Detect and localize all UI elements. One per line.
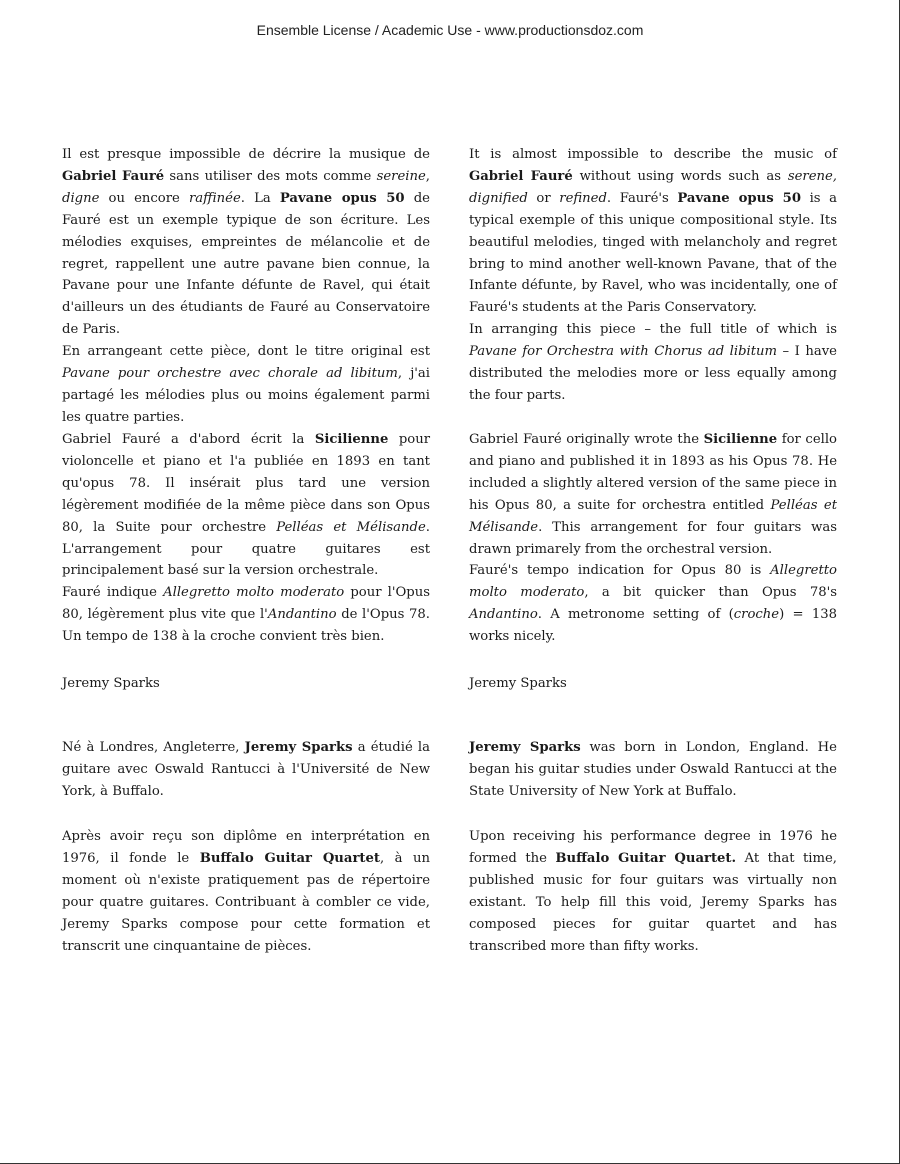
english-bio-paragraph: Jeremy Sparks was born in London, England. He began his guitar studies under Oswald Rantucci at the State University of New York at Buffalo. [469, 740, 837, 799]
french-pavane-section [62, 144, 430, 429]
english-arrangement-paragraph: In arranging this piece – the full title of which is Pavane for Orchestra with Chorus ad libitum – I have distributed the melodies more or less equally among the four parts. [469, 322, 837, 403]
french-signature: Jeremy Sparks [62, 676, 160, 691]
french-career-paragraph: Après avoir reçu son diplôme en interprétation en 1976, il fonde le Buffalo Guitar Quartet, à un moment où n'existe pratiquement pas de répertoire pour quatre guitares. Contribuant à combler ce vide, Jeremy Sparks compose pour cette formation et transcrit une cinquantaine de pièces. [62, 829, 430, 954]
french-arrangement-paragraph: En arrangeant cette pièce, dont le titre original est Pavane pour orchestre avec chorale ad libitum, j'ai partagé les mélodies plus ou moins également parmi les quatre parties. [62, 344, 430, 425]
french-pavane-paragraph: Il est presque impossible de décrire la musique de Gabriel Fauré sans utiliser des mots comme sereine, digne ou encore raffinée. La Pavane opus 50 de Fauré est un exemple typique de son écriture. Les mélodies exquises, empreintes de mélancolie et de regret, rappellent une autre pavane bien connue, la Pavane pour une Infante défunte de Ravel, qui était d'ailleurs un des étudiants de Fauré au Conservatoire de Paris. [62, 147, 430, 338]
french-tempo-paragraph: Fauré indique Allegretto molto moderato pour l'Opus 80, légèrement plus vite que l'Andantino de l'Opus 78. Un tempo de 138 à la croche convient très bien. [62, 585, 431, 645]
english-career-paragraph: Upon receiving his performance degree in 1976 he formed the Buffalo Guitar Quartet. At that time, published music for four guitars was virtually non existant. To help fill this void, Jeremy Sparks has composed pieces for guitar quartet and has transcribed more than fifty works. [469, 829, 838, 954]
english-signature: Jeremy Sparks [469, 676, 567, 691]
french-sicilienne-section [62, 429, 430, 648]
french-bio-paragraph: Né à Londres, Angleterre, Jeremy Sparks a étudié la guitare avec Oswald Rantucci à l'Université de New York, à Buffalo. [62, 740, 430, 799]
license-header: Ensemble License / Academic Use - www.productionsdoz.com [256, 22, 644, 38]
english-pavane-paragraph: It is almost impossible to describe the music of Gabriel Fauré without using words such as serene, dignified or refined. Fauré's Pavane opus 50 is a typical exemple of this unique compositional style. Its beautiful melodies, tinged with melancholy and regret bring to mind another well-known Pavane, that of the Infante défunte, by Ravel, who was incidentally, one of Fauré's students at the Paris Conservatory. [469, 147, 837, 316]
english-tempo-paragraph: Fauré's tempo indication for Opus 80 is Allegretto molto moderato, a bit quicker than Opus 78's Andantino. A metronome setting of (croche) = 138 works nicely. [469, 563, 837, 645]
french-sicilienne-paragraph: Gabriel Fauré a d'abord écrit la Sicilienne pour violoncelle et piano et l'a publiée en 1893 en tant qu'opus 78. Il insérait plus tard une version légèrement modifiée de la même pièce dans son Opus 80, la Suite pour orchestre Pelléas et Mélisande. L'arrangement pour quatre guitares est principalement basé sur la version orchestrale. [62, 432, 431, 579]
english-pavane-section [469, 144, 837, 407]
english-sicilienne-section [469, 429, 837, 648]
english-sicilienne-paragraph: Gabriel Fauré originally wrote the Sicilienne for cello and piano and published it in 1893 as his Opus 78. He included a slightly altered version of the same piece in his Opus 80, a suite for orchestra entitled Pelléas et Mélisande. This arrangement for four guitars was drawn primarely from the orchestral version. [469, 432, 838, 557]
